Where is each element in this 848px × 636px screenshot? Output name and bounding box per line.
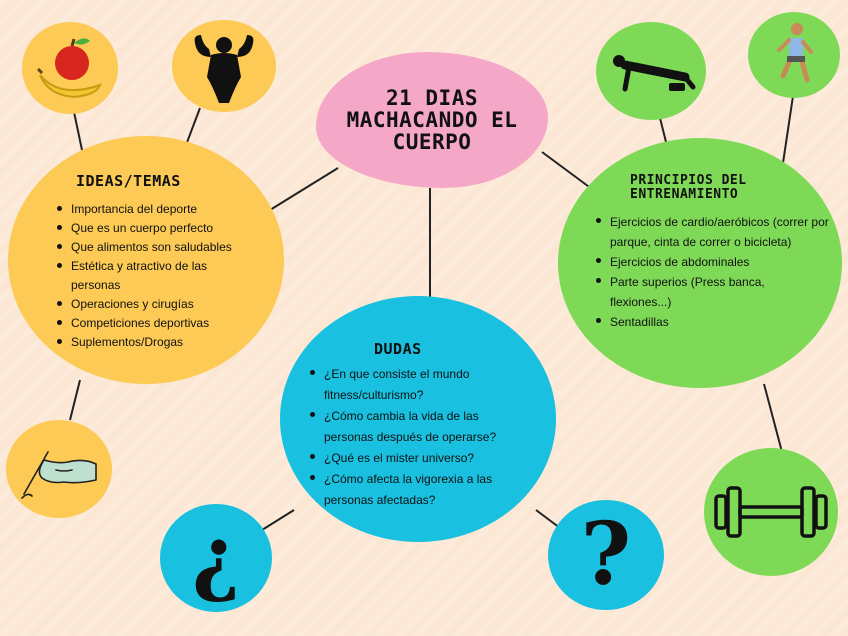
list-item: Competiciones deportivas	[55, 314, 270, 333]
central-title: 21 DIAS MACHACANDO EL CUERPO	[346, 86, 518, 154]
close-question-glyph: ?	[580, 504, 632, 605]
fruit-icon-circle	[22, 22, 118, 114]
pushup-icon	[605, 47, 697, 95]
list-item: ¿Cómo cambia la vida de las personas después de operarse?	[308, 406, 513, 448]
close-question-circle	[548, 500, 664, 610]
connector-principios-pushup	[660, 118, 666, 142]
list-item: Ejercicios de cardio/aeróbicos (correr por parque, cinta de correr o bicicleta)	[594, 212, 834, 252]
principios-title: PRINCIPIOS DEL ENTRENAMIENTO	[630, 173, 747, 202]
list-item: ¿En que consiste el mundo fitness/culturismo?	[308, 364, 494, 406]
ideas-list	[55, 200, 270, 352]
connector-center-ideas	[270, 168, 338, 210]
list-item: ¿Cómo afecta la vigorexia a las personas afectadas?	[308, 469, 513, 511]
list-item: Parte superios (Press banca, flexiones...)	[594, 272, 810, 312]
ideas-title: IDEAS/TEMAS	[76, 172, 181, 190]
dumbbell-icon	[710, 482, 832, 542]
principios-list	[594, 212, 834, 332]
hand-writing-icon	[14, 434, 104, 504]
central-topic	[316, 52, 548, 188]
list-item: ¿Qué es el mister universo?	[308, 448, 513, 469]
list-item: Que alimentos son saludables	[55, 238, 270, 257]
open-question-circle	[160, 504, 272, 612]
list-item: Operaciones y cirugías	[55, 295, 270, 314]
dudas-title: DUDAS	[374, 340, 422, 358]
list-item: Suplementos/Drogas	[55, 333, 270, 352]
open-question-glyph: ¿	[191, 510, 241, 606]
connector-principios-runner	[783, 96, 793, 163]
runner-icon-circle	[748, 12, 840, 98]
bodybuilder-icon	[185, 27, 263, 105]
pushup-icon-circle	[596, 22, 706, 120]
connector-ideas-fruit	[74, 112, 82, 150]
dudas-list	[308, 364, 513, 511]
list-item: Sentadillas	[594, 312, 834, 332]
connector-dudas-open	[262, 510, 294, 530]
list-item: Importancia del deporte	[55, 200, 270, 219]
list-item: Estética y atractivo de las personas	[55, 257, 236, 295]
connector-principios-dumbbell	[764, 384, 782, 452]
list-item: Ejercicios de abdominales	[594, 252, 834, 272]
list-item: Que es un cuerpo perfecto	[55, 219, 270, 238]
runner-icon	[769, 20, 819, 90]
hand-writing-icon-circle	[6, 420, 112, 518]
bodybuilder-icon-circle	[172, 20, 276, 112]
connector-ideas-bodybuilder	[186, 108, 200, 145]
connector-ideas-hand	[70, 380, 80, 420]
fruit-icon	[30, 33, 110, 103]
dumbbell-icon-circle	[704, 448, 838, 576]
